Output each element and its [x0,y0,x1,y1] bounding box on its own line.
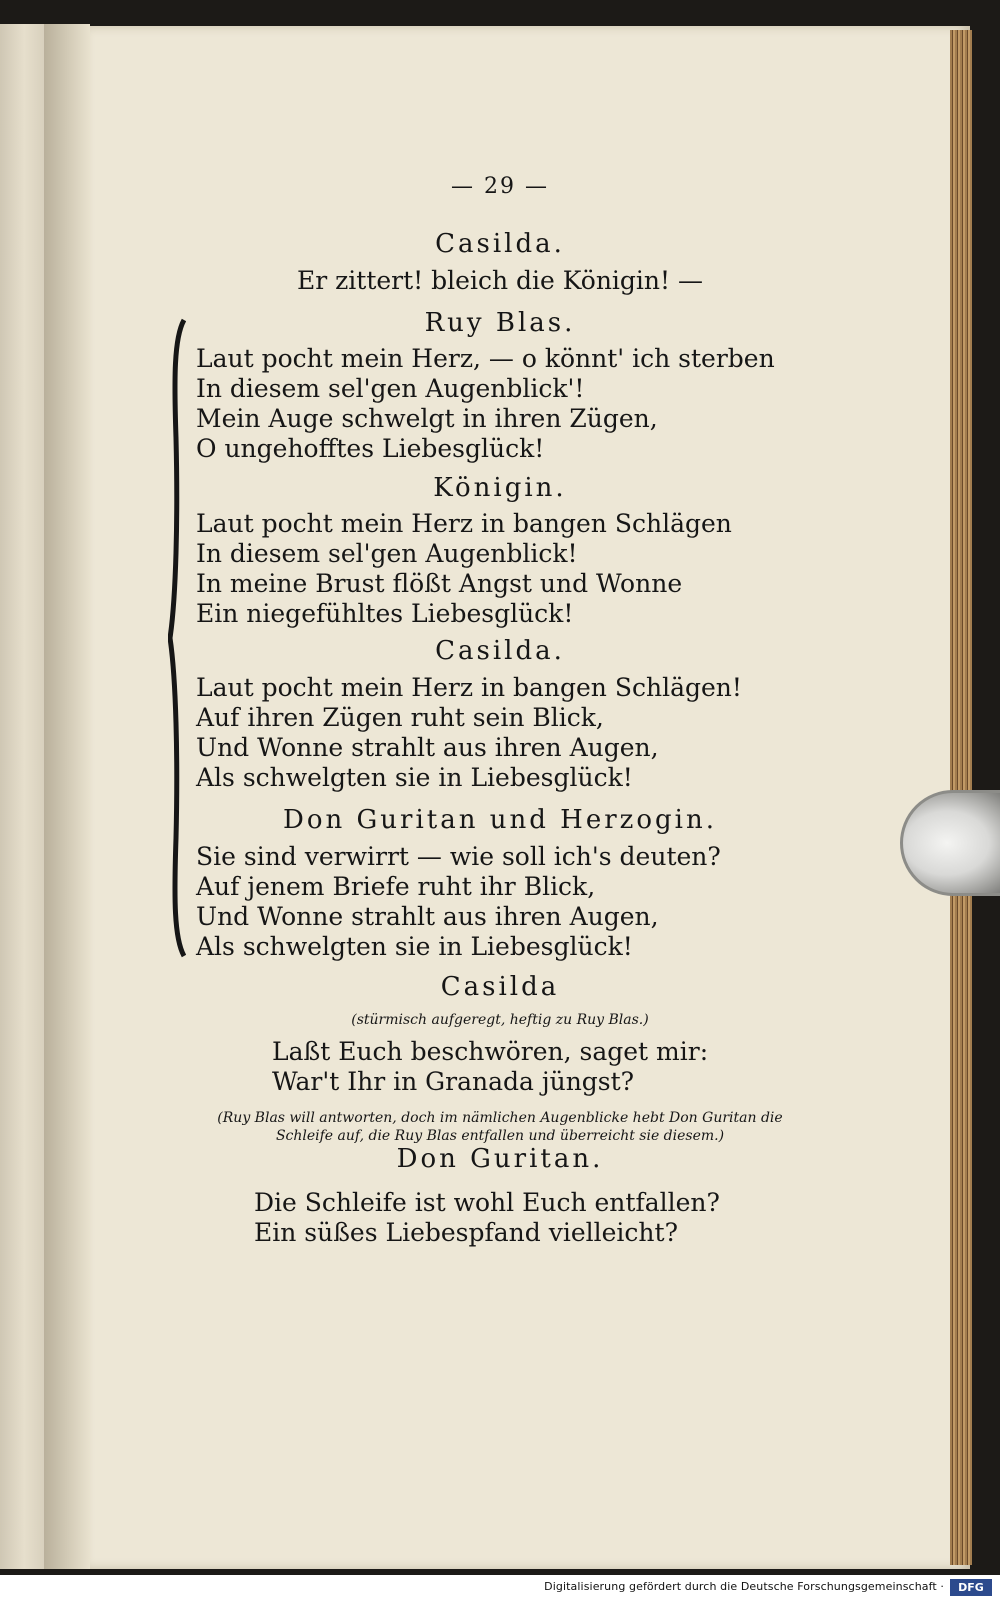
verse-line: Ein niegefühltes Liebesglück! [196,599,574,628]
verse-line: War't Ihr in Granada jüngst? [272,1067,635,1096]
verse-line: Als schwelgten sie in Liebesglück! [196,932,633,961]
verse-line: Sie sind verwirrt — wie soll ich's deuten? [196,842,721,871]
footer-credit: Digitalisierung gefördert durch die Deutsche Forschungsgemeinschaft · [544,1580,944,1593]
verse-line: In diesem sel'gen Augenblick! [196,539,578,568]
verse-line: Laut pocht mein Herz, — o könnt' ich sterben [196,344,775,373]
verse-line: Als schwelgten sie in Liebesglück! [196,763,633,792]
verse-line: Ein süßes Liebespfand vielleicht? [254,1218,678,1247]
speaker-casilda-2: Casilda. [435,636,565,666]
dfg-logo[interactable]: DFG [950,1579,992,1596]
verse-line: Laut pocht mein Herz in bangen Schlägen [196,509,732,538]
stage-direction-line: Schleife auf, die Ruy Blas entfallen und überreicht sie diesem.) [275,1128,725,1144]
speaker-casilda-1: Casilda. [435,229,565,259]
stage-direction-line: (Ruy Blas will antworten, doch im nämlichen Augenblicke hebt Don Guritan die [217,1110,783,1126]
stage-direction: (stürmisch aufgeregt, heftig zu Ruy Blas.) [351,1012,649,1028]
verse-line: Mein Auge schwelgt in ihren Zügen, [196,404,658,433]
speaker-casilda-3: Casilda [440,972,560,1002]
verse-line: O ungehofftes Liebesglück! [196,434,545,463]
verse-line: Laut pocht mein Herz in bangen Schlägen! [196,673,742,702]
verse-line: Die Schleife ist wohl Euch entfallen? [254,1188,720,1217]
verse-line: In diesem sel'gen Augenblick'! [196,374,585,403]
speaker-ruy-blas: Ruy Blas. [424,308,576,338]
page-number: — 29 — [451,174,549,199]
verse-line: In meine Brust flößt Angst und Wonne [196,569,683,598]
verse-line: Er zittert! bleich die Königin! — [296,266,704,295]
verse-line: Auf ihren Zügen ruht sein Blick, [196,703,604,732]
verse-line: Und Wonne strahlt aus ihren Augen, [196,733,659,762]
speaker-don-guritan-herzogin: Don Guritan und Herzogin. [283,805,717,835]
speaker-koenigin: Königin. [433,473,567,503]
speaker-don-guritan: Don Guritan. [396,1144,604,1174]
verse-line: Und Wonne strahlt aus ihren Augen, [196,902,659,931]
verse-line: Auf jenem Briefe ruht ihr Blick, [196,872,596,901]
verse-line: Laßt Euch beschwören, saget mir: [272,1037,709,1066]
digitization-footer [0,1575,1000,1603]
